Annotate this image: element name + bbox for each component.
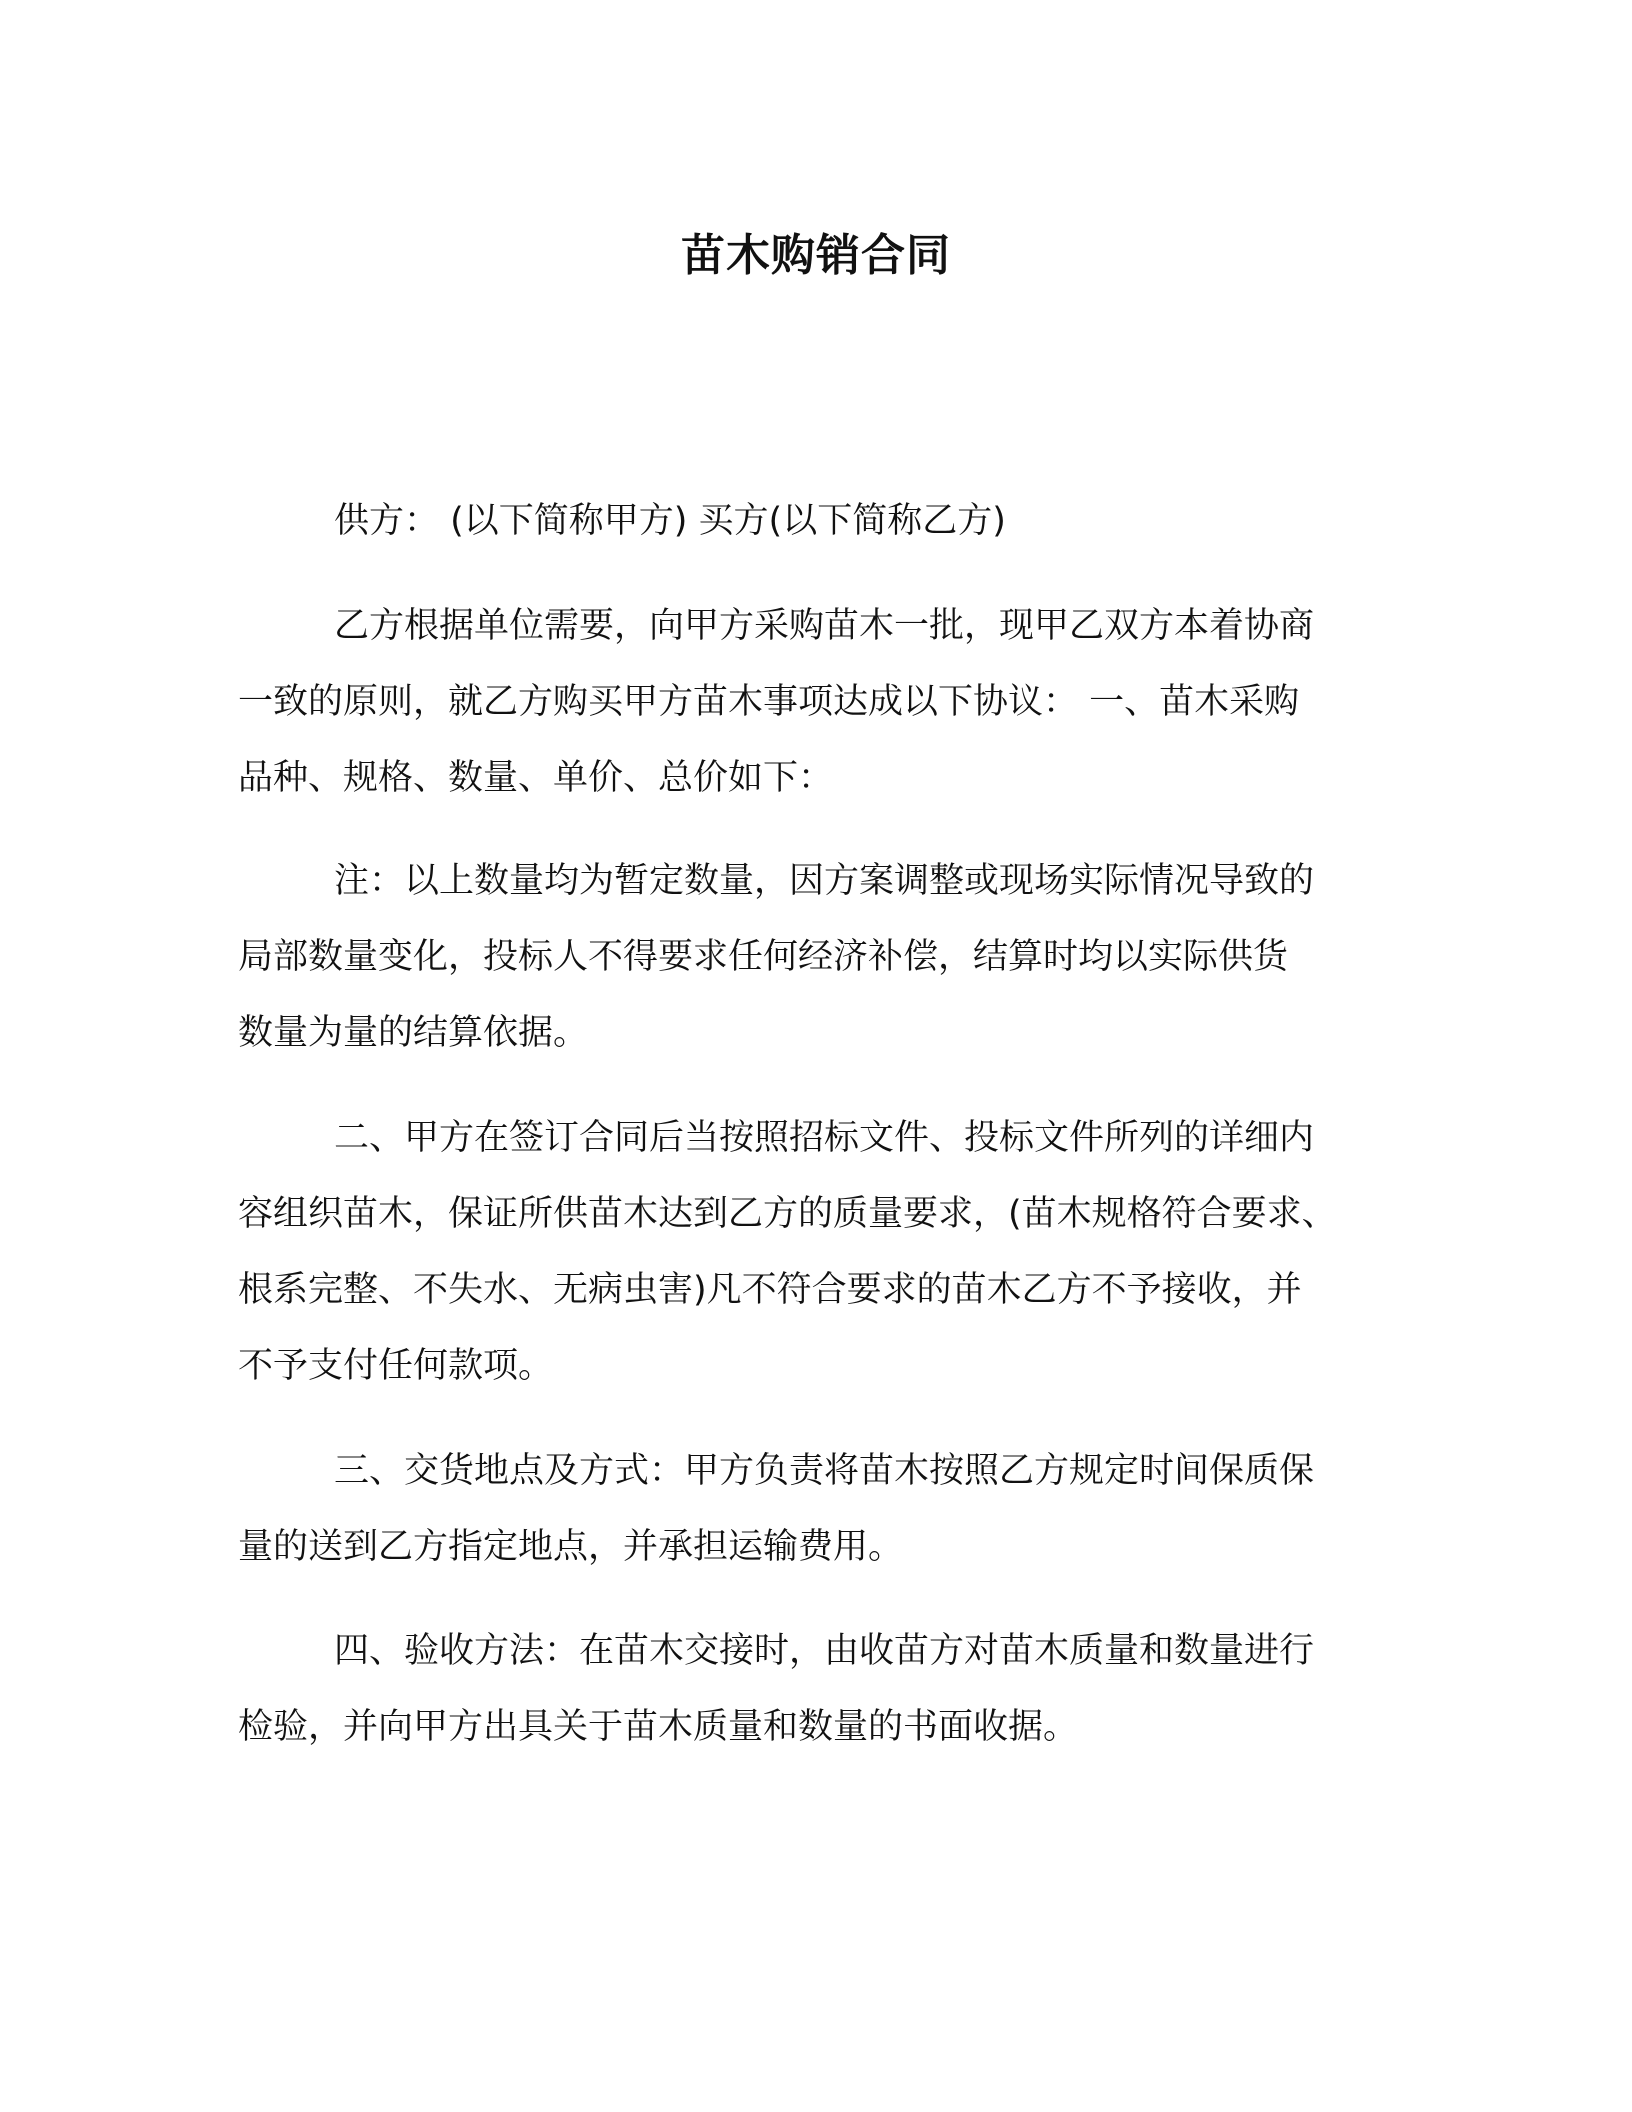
paragraph-line: 供方： (以下简称甲方) 买方(以下简称乙方) [334,501,1006,541]
paragraph-line: 四、验收方法：在苗木交接时，由收苗方对苗木质量和数量进行 [334,1631,1315,1671]
paragraph-line: 三、交货地点及方式：甲方负责将苗木按照乙方规定时间保质保 [334,1451,1315,1491]
paragraph-line: 局部数量变化，投标人不得要求任何经济补偿，结算时均以实际供货 [238,937,1289,977]
paragraph-line: 一致的原则，就乙方购买甲方苗木事项达成以下协议： 一、苗木采购 [238,682,1300,722]
parties-paragraph [238,483,1398,559]
paragraph-line: 数量为量的结算依据。 [238,1013,589,1053]
paragraph-line: 二、甲方在签订合同后当按照招标文件、投标文件所列的详细内 [334,1118,1315,1158]
paragraph-line: 量的送到乙方指定地点，并承担运输费用。 [238,1527,904,1567]
clause-4-paragraph [238,1613,1398,1765]
paragraph-line: 不予支付任何款项。 [238,1346,554,1386]
paragraph-line: 容组织苗木，保证所供苗木达到乙方的质量要求，(苗木规格符合要求、 [238,1194,1337,1234]
preamble-paragraph [238,588,1398,816]
clause-3-paragraph [238,1433,1398,1585]
paragraph-line: 乙方根据单位需要，向甲方采购苗木一批，现甲乙双方本着协商 [334,606,1315,646]
paragraph-line: 品种、规格、数量、单价、总价如下： [238,758,834,798]
paragraph-line: 注：以上数量均为暂定数量，因方案调整或现场实际情况导致的 [334,861,1315,901]
note-paragraph [238,843,1398,1071]
document-title: 苗木购销合同 [681,230,951,281]
paragraph-line: 根系完整、不失水、无病虫害)凡不符合要求的苗木乙方不予接收，并 [238,1270,1302,1310]
paragraph-line: 检验，并向甲方出具关于苗木质量和数量的书面收据。 [238,1707,1079,1747]
clause-2-paragraph [238,1100,1398,1404]
